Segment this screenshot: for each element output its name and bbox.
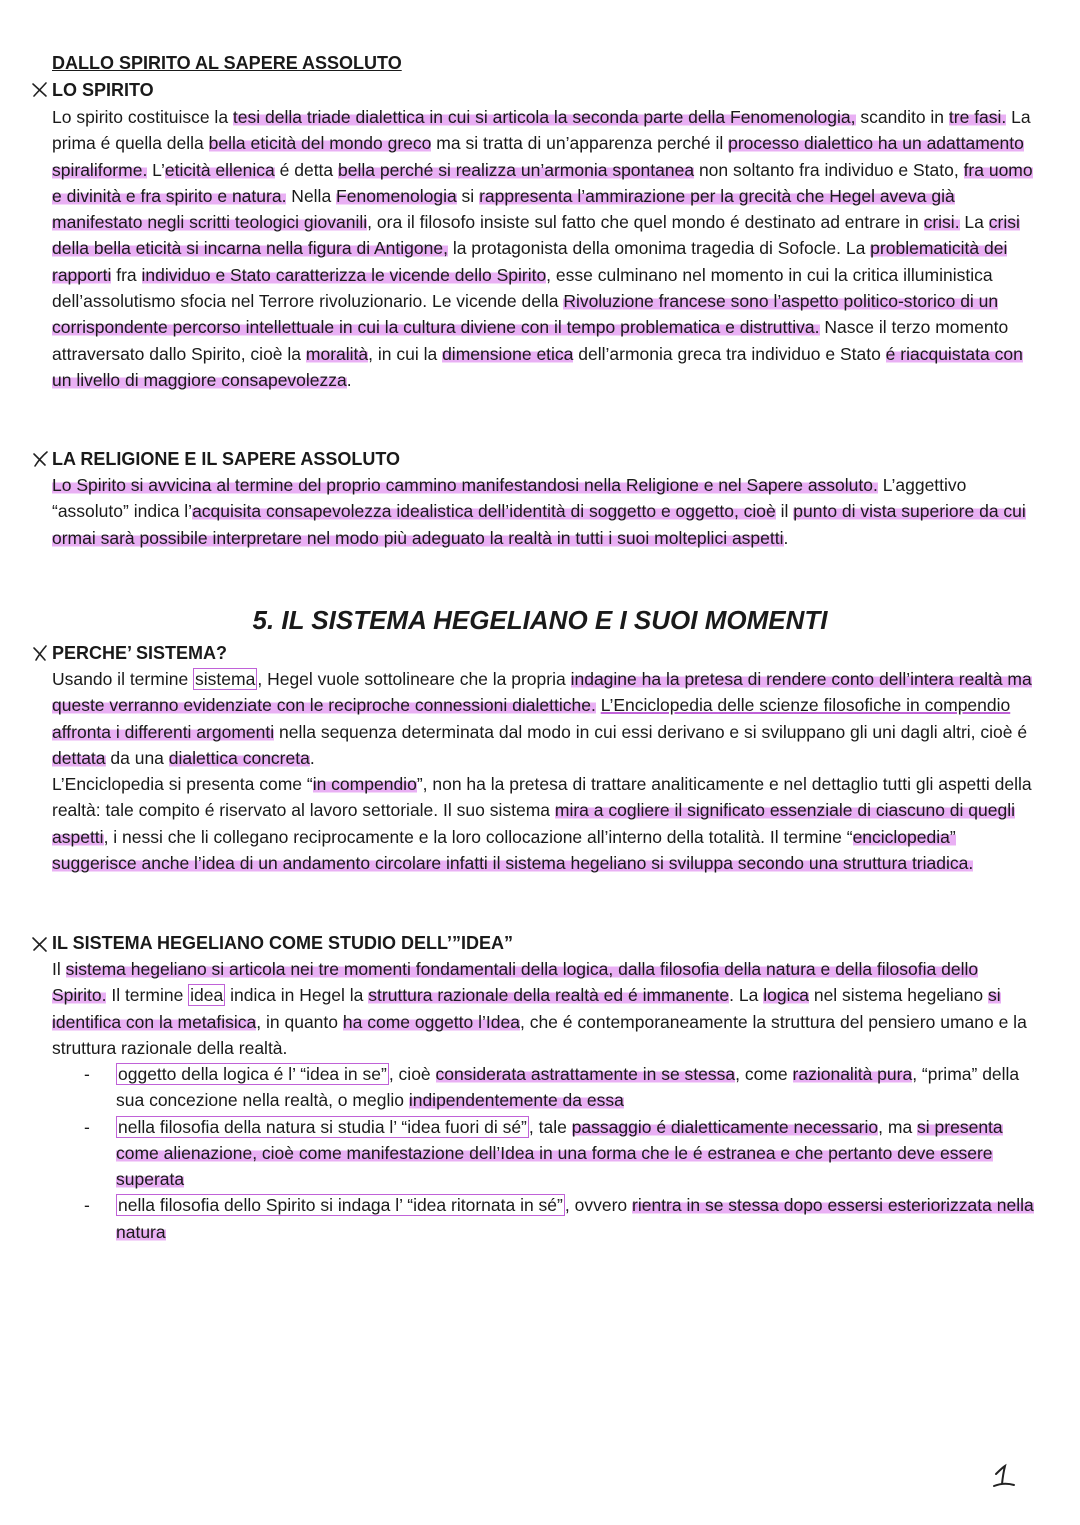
text: , che é contemporaneamente la struttura del pensiero umano e la struttura razionale della realtà. — [52, 1011, 1027, 1058]
text: . — [783, 527, 789, 548]
text: . La — [729, 985, 764, 1006]
highlight: sistema hegeliano si articola nei tre momenti fondamentali della logica, dalla filosofia della natura e della filosofia dello Spirito. — [52, 959, 979, 1006]
text: la protagonista della omonima tragedia di Sofocle. La — [447, 238, 871, 259]
highlight: problematicità dei rapporti — [52, 238, 1008, 285]
dash-bullet: - — [84, 1116, 90, 1137]
text: Il termine — [106, 985, 189, 1006]
boxed-phrase: oggetto della logica é l’ “idea in se” — [118, 1064, 387, 1084]
paragraph-perche-sistema-2 — [52, 771, 1037, 876]
text: Lo spirito costituisce la — [52, 107, 233, 127]
highlight: moralità — [305, 343, 369, 364]
main-heading: DALLO SPIRITO AL SAPERE ASSOLUTO — [52, 53, 402, 73]
section-title-perche-sistema: PERCHE’ SISTEMA? — [52, 643, 228, 663]
boxed-phrase: nella filosofia dello Spirito si indaga l’ “idea ritornata in sé” — [118, 1195, 563, 1216]
highlight: processo dialettico ha un adattamento spiraliforme. — [52, 133, 1024, 180]
highlight: Lo Spirito si avvicina al termine del proprio cammino manifestandosi nella Religione e nel Sapere assoluto. — [52, 475, 878, 495]
dash-bullet: - — [84, 1195, 90, 1216]
highlight: in compendio — [312, 774, 417, 794]
text: , come — [735, 1064, 793, 1084]
highlight: rientra in se stessa dopo essersi esteriorizzata nella natura — [116, 1195, 1034, 1242]
highlight: passaggio é dialetticamente necessario — [571, 1116, 879, 1137]
section-title-religione: LA RELIGIONE E IL SAPERE ASSOLUTO — [52, 449, 401, 469]
section-title-lo-spirito: LO SPIRITO — [52, 80, 154, 100]
highlight: affronta i differenti argomenti — [52, 721, 275, 742]
text: ma si tratta di un’apparenza perché il — [431, 133, 729, 154]
text: . — [309, 747, 315, 768]
highlight: si presenta come alienazione, cioè come manifestazione dell’Idea in una forma che le é estranea e che pertanto deve essere superata — [116, 1116, 1003, 1190]
text: , in cui la — [368, 343, 443, 364]
paragraph-lo-spirito — [52, 104, 1037, 393]
highlight: indagine ha la pretesa di rendere conto dell’intera realtà ma queste verranno evidenziate con le reciproche connessioni dialettiche. — [52, 669, 1032, 716]
text: é detta — [274, 159, 339, 180]
highlight: logica — [763, 985, 809, 1006]
text: , i nessi che li collegano reciprocamente e la loro collocazione all’interno della totalità. Il termine “ — [103, 826, 853, 847]
highlight: punto di vista superiore da cui ormai sarà possibile interpretare nel modo più adeguato la realtà in tutti i suoi molteplici aspetti — [52, 501, 1026, 548]
highlight: razionalità pura — [792, 1064, 913, 1084]
highlight: crisi della bella eticità si incarna nella figura di Antigone, — [52, 212, 1020, 259]
text: L’Enciclopedia si presenta come “ — [52, 774, 313, 794]
highlight: acquisita consapevolezza idealistica dell’identità di soggetto e oggetto, cioè — [192, 501, 776, 522]
boxed-phrase: nella filosofia della natura si studia l’ “idea fuori di sé” — [118, 1116, 527, 1137]
text: , cioè — [388, 1064, 436, 1084]
text: , in quanto — [256, 1011, 343, 1032]
text: , ora il filosofo insiste sul fatto che quel mondo é destinato ad entrare in — [367, 212, 924, 233]
highlight: Fenomenologia — [336, 185, 457, 206]
text: da una — [105, 747, 169, 768]
section-title-idea: IL SISTEMA HEGELIANO COME STUDIO DELL’”IDEA” — [52, 933, 514, 953]
dash-bullet: - — [84, 1064, 90, 1084]
text: il — [775, 501, 794, 522]
highlight: struttura razionale della realtà ed é immanente — [368, 985, 730, 1006]
list-item — [84, 1061, 1039, 1114]
highlight: individuo e Stato caratterizza le vicende dello Spirito — [141, 264, 547, 285]
text: si — [456, 185, 480, 206]
highlight: rappresenta l’ammirazione per la grecità che Hegel aveva già manifestato negli scritti teologici giovanili — [52, 185, 955, 233]
text: , esse culminano nel momento in cui la critica illuministica dell’assolutismo sfocia nel Terrore rivoluzionario. Le vicende della — [52, 264, 993, 312]
boxed-term: idea — [190, 985, 224, 1006]
text: , ovvero — [564, 1195, 632, 1216]
paragraph-religione — [52, 472, 1037, 551]
list-item — [84, 1192, 1039, 1245]
chapter-title: 5. IL SISTEMA HEGELIANO E I SUOI MOMENTI — [252, 605, 828, 635]
cross-mark-icon — [30, 643, 50, 663]
highlight: indipendentemente da essa — [408, 1090, 624, 1111]
highlight: Rivoluzione francese sono l’aspetto politico-storico di un corrispondente percorso intellettuale in cui la cultura diviene con il tempo problematica e distruttiva. — [52, 291, 999, 338]
cross-mark-icon — [30, 934, 50, 954]
highlight: dettata — [52, 747, 106, 768]
text: , tale — [528, 1116, 572, 1137]
text: dell’armonia greca tra individuo e Stato — [573, 343, 886, 364]
text: , Hegel vuole sottolineare che la propria — [257, 669, 571, 689]
text: Nella — [286, 185, 337, 206]
highlight: bella eticità del mondo greco — [208, 133, 432, 154]
text: fra — [111, 264, 142, 285]
highlight: si identifica con la metafisica — [52, 985, 1001, 1032]
paragraph-idea — [52, 956, 1037, 1061]
highlight: mira a cogliere il significato essenziale di ciascuno di quegli aspetti — [52, 800, 1015, 847]
handwritten-page-number-icon — [990, 1462, 1020, 1492]
text: . — [346, 369, 352, 390]
highlight: dialettica concreta — [168, 747, 310, 768]
highlight: bella perché si realizza un’armonia spontanea — [338, 159, 695, 180]
text: ”, non ha la pretesa di trattare analiticamente e nel dettaglio tutti gli aspetti della realtà: tale compito é riservato al lavoro settoriale. Il suo sistema — [52, 774, 1032, 821]
text: L’aggettivo “assoluto” indica l’ — [52, 475, 967, 522]
cross-mark-icon — [30, 449, 50, 469]
highlight: considerata astrattamente in se stessa — [435, 1064, 736, 1084]
highlight: eticità ellenica — [164, 159, 275, 180]
underlined-title: L’Enciclopedia delle scienze filosofiche in compendio — [600, 695, 1011, 716]
text: scandito in — [855, 107, 949, 127]
text: non soltanto fra individuo e Stato, — [694, 159, 964, 180]
boxed-term: sistema — [195, 669, 256, 689]
idea-list — [84, 1061, 1039, 1245]
highlight: tesi della triade dialettica in cui si articola la seconda parte della Fenomenologia, — [232, 107, 856, 127]
highlight: tre fasi. — [948, 107, 1007, 127]
highlight: enciclopedia” suggerisce anche l’idea di un andamento circolare infatti il sistema hegeliano si sviluppa secondo una struttura triadica. — [52, 826, 974, 873]
highlight: ha come oggetto l’Idea — [342, 1011, 520, 1032]
text: nel sistema hegeliano — [808, 985, 988, 1006]
text: Nasce il terzo momento attraversato dallo Spirito, cioè la — [52, 317, 1009, 364]
list-item — [84, 1114, 1039, 1193]
text: Il — [52, 959, 66, 979]
highlight: crisi. — [923, 212, 960, 233]
text: La — [959, 212, 989, 233]
text: nella sequenza determinata dal modo in cui essi derivano e si sviluppano gli uni dagli altri, cioè é — [274, 721, 1028, 742]
cross-mark-icon — [30, 80, 50, 100]
text: La prima é quella della — [52, 107, 1031, 154]
text: , “prima” della sua concezione nella realtà, o meglio — [116, 1064, 1020, 1111]
highlight: dimensione etica — [442, 343, 574, 364]
text: L’ — [147, 159, 165, 180]
text: , ma — [878, 1116, 918, 1137]
text: indica in Hegel la — [225, 985, 369, 1006]
paragraph-perche-sistema-1 — [52, 666, 1037, 771]
highlight: é riacquistata con un livello di maggiore consapevolezza — [52, 343, 1023, 390]
highlight: fra uomo e divinità e fra spirito e natura. — [52, 159, 1033, 206]
text: Usando il termine — [52, 669, 194, 689]
